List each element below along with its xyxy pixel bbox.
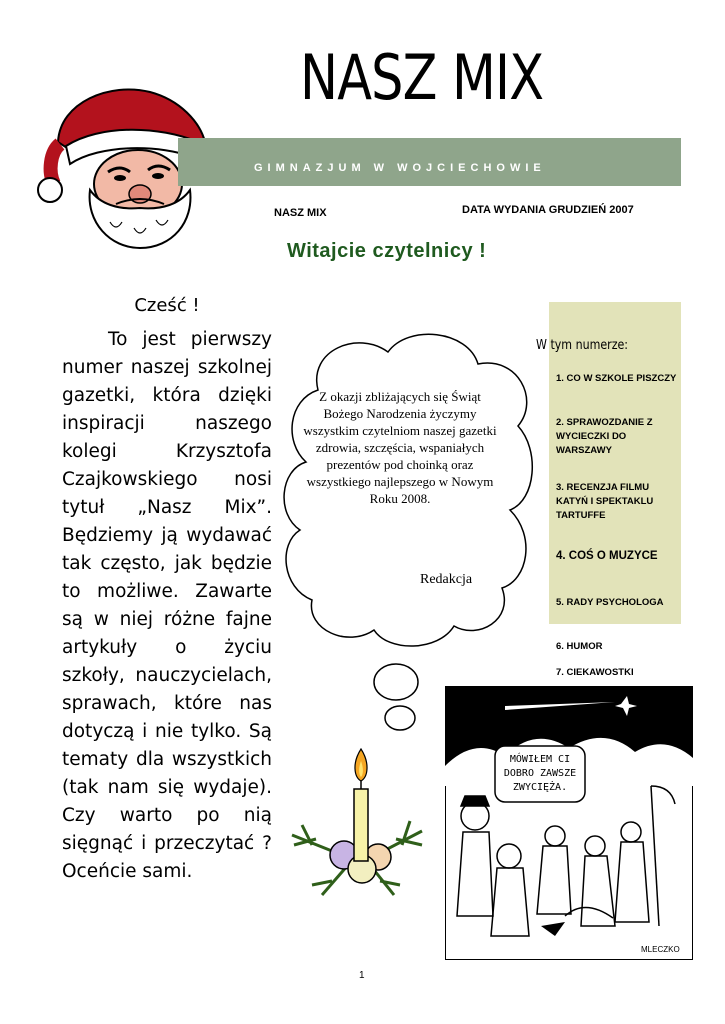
intro-body: To jest pierwszy numer naszej szkolnej gazetki, która dzięki inspiracji naszego kolegi Krzysztofa Czajkowskiego nosi tytuł „Nasz Mix”. Będziemy ją wydawać tak często, jak będzie to możliwe. Zawarte są w niej różne fajne artykuły o życiu szkoły, nauczycielach, sprawach, które nas dotyczą i nie tylko. Są tematy dla wszystkich (tak nam się wydaje). Czy warto po nią sięgnąć i przeczytać ? Oceńcie sami. (62, 329, 272, 882)
greeting: Cześć ! (134, 295, 200, 316)
masthead-title: NASZ MIX (300, 41, 544, 114)
toc-item: 6. HUMOR (556, 641, 603, 652)
intro-article (62, 292, 272, 886)
school-name: GIMNAZJUM W WOJCIECHOWIE (254, 162, 546, 174)
toc-item: 1. CO W SZKOLE PISZCZY (556, 373, 677, 384)
page-number: 1 (359, 970, 365, 981)
toc-item: 5. RADY PSYCHOLOGA (556, 597, 664, 608)
wishes-signature: Redakcja (420, 572, 473, 587)
issue-label: NASZ MIX (274, 207, 327, 219)
publication-date: DATA WYDANIA GRUDZIEŃ 2007 (462, 204, 634, 216)
toc-item: 2. SPRAWOZDANIE Z WYCIECZKI DO WARSZAWY (556, 417, 653, 456)
toc-item: 4. COŚ O MUZYCE (556, 550, 658, 562)
cartoon-speech-line: MÓWIŁEM CI (509, 754, 571, 765)
cartoon-signature: MLECZKO (641, 945, 680, 954)
advent-candle-icon (282, 745, 430, 915)
holiday-wishes: Z okazji zbliżających się Świąt Bożego Narodzenia życzymy wszystkim czytelniom naszej gazetki zdrowia, szczęścia, wspaniałych prezentów pod choinką oraz wszystkiego najlepszego w Nowym Roku 2008. (303, 389, 497, 506)
cartoon-illustration (445, 686, 693, 960)
cartoon-speech-line: ZWYCIĘŻA. (512, 782, 568, 793)
toc-item: 3. RECENZJA FILMU KATYŃ I SPEKTAKLU TARTUFFE (556, 482, 654, 521)
table-of-contents-title: W tym numerze: (536, 338, 629, 353)
toc-item: 7. CIEKAWOSTKI (556, 667, 634, 678)
cartoon-speech-line: DOBRO ZAWSZE (503, 768, 577, 779)
welcome-heading: Witajcie czytelnicy ! (287, 240, 487, 262)
